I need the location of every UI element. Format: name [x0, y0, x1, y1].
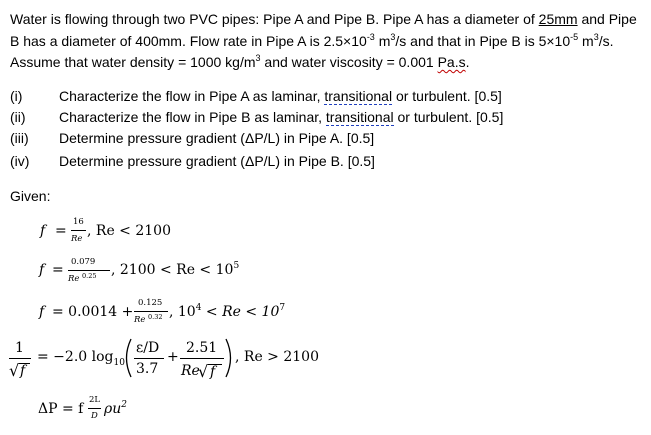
question-text: Characterize the flow in Pipe A as laminar, transitional or turbulent. [0.5] — [59, 88, 502, 104]
problem-statement: Water is flowing through two PVC pipes: Pipe A and Pipe B. Pipe A has a diameter of 25mm and Pipe B has a diameter of 400mm. Flow rate in Pipe A is $2.5\times 10^{-3}$ $m^3/s$ and that in Pipe B is $5\times 10^{-5}$ $m^3/s$. Assume that water density = 1000 $kg/m^3$ and water viscosity = 0.001 Pa.s. — [10, 11, 637, 71]
question-text: Determine pressure gradient (ΔP/L) in Pipe A. [0.5] — [59, 130, 375, 146]
question-number: (i) — [10, 88, 23, 104]
question-number: (ii) — [10, 109, 26, 125]
left-paren — [120, 337, 134, 379]
question-text: Characterize the flow in Pipe B as laminar, transitional or turbulent. [0.5] — [59, 109, 504, 125]
question-number: (iii) — [10, 130, 29, 146]
question-number: (iv) — [10, 153, 30, 169]
viscosity-unit: Pa.s — [437, 54, 466, 71]
pipe-a-diameter: 25mm — [538, 11, 578, 27]
question-text: Determine pressure gradient (ΔP/L) in Pipe B. [0.5] — [59, 153, 375, 169]
given-label: Given: — [10, 188, 51, 204]
